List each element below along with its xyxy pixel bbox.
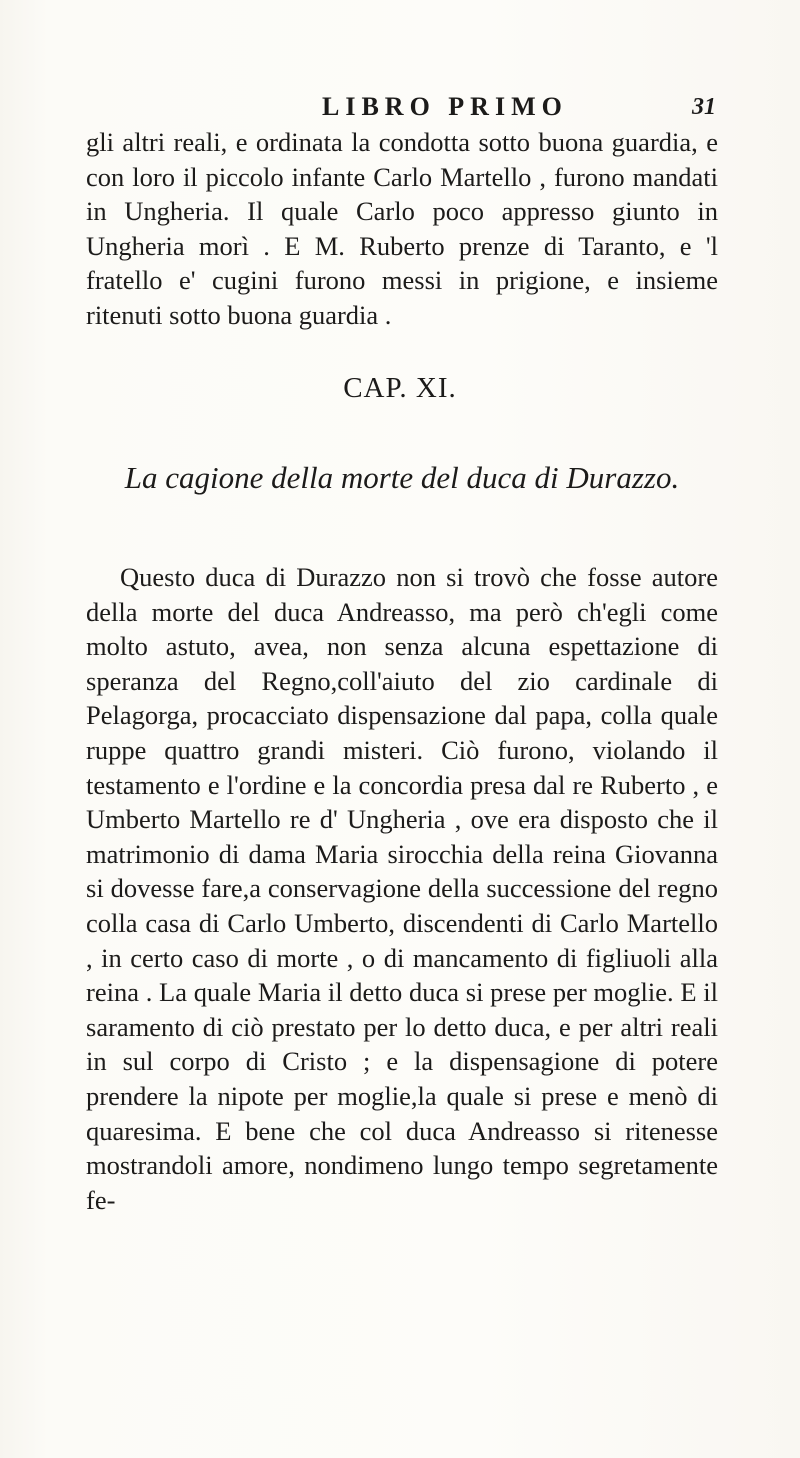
paragraph-continued bbox=[86, 125, 718, 333]
page-number: 31 bbox=[692, 94, 716, 120]
paragraph-text: gli altri reali, e ordinata la condotta sotto buona guardia, e con loro il piccolo infante Carlo Martello , furono mandati in Ungheria. Il quale Carlo poco appresso giunto in Ungheria morì . E M. Ruberto prenze di Taranto, e 'l fratello e' cugini furono messi in prigione, e insieme ritenuti sotto buona guardia . bbox=[86, 127, 718, 330]
paragraph-text: Questo duca di Durazzo non si trovò che fosse autore della morte del duca Andreasso, ma però ch'egli come molto astuto, avea, non senza alcuna espettazione di speranza del Regno,coll'aiuto del zio cardinale di Pelagorga, procacciato dispensazione dal papa, colla quale ruppe quattro grandi misteri. Ciò furono, violando il testamento e l'ordine e la concordia presa dal re Ruberto , e Umberto Martello re d' Ungheria , ove era disposto che il matrimonio di dama Maria sirocchia della reina Giovanna si dovesse fare,a conservagione della successione del regno colla casa di Carlo Umberto, discendenti di Carlo Martello , in certo caso di morte , o di mancamento di figliuoli alla reina . La quale Maria il detto duca si prese per moglie. E il saramento di ciò prestato per lo detto duca, e per altri reali in sul corpo di Cristo ; e la dispensagione di potere prendere la nipote per moglie,la quale si prese e menò di quaresima. E bene che col duca Andreasso si ritenesse mostrandoli amore, nondimeno lungo tempo segretamente fe- bbox=[86, 562, 718, 1215]
running-title: LIBRO PRIMO bbox=[322, 92, 568, 121]
chapter-number: CAP. XI. bbox=[343, 372, 457, 404]
chapter-title: La cagione della morte del duca di Durazzo. bbox=[124, 460, 680, 495]
chapter-paragraph bbox=[86, 560, 718, 1217]
